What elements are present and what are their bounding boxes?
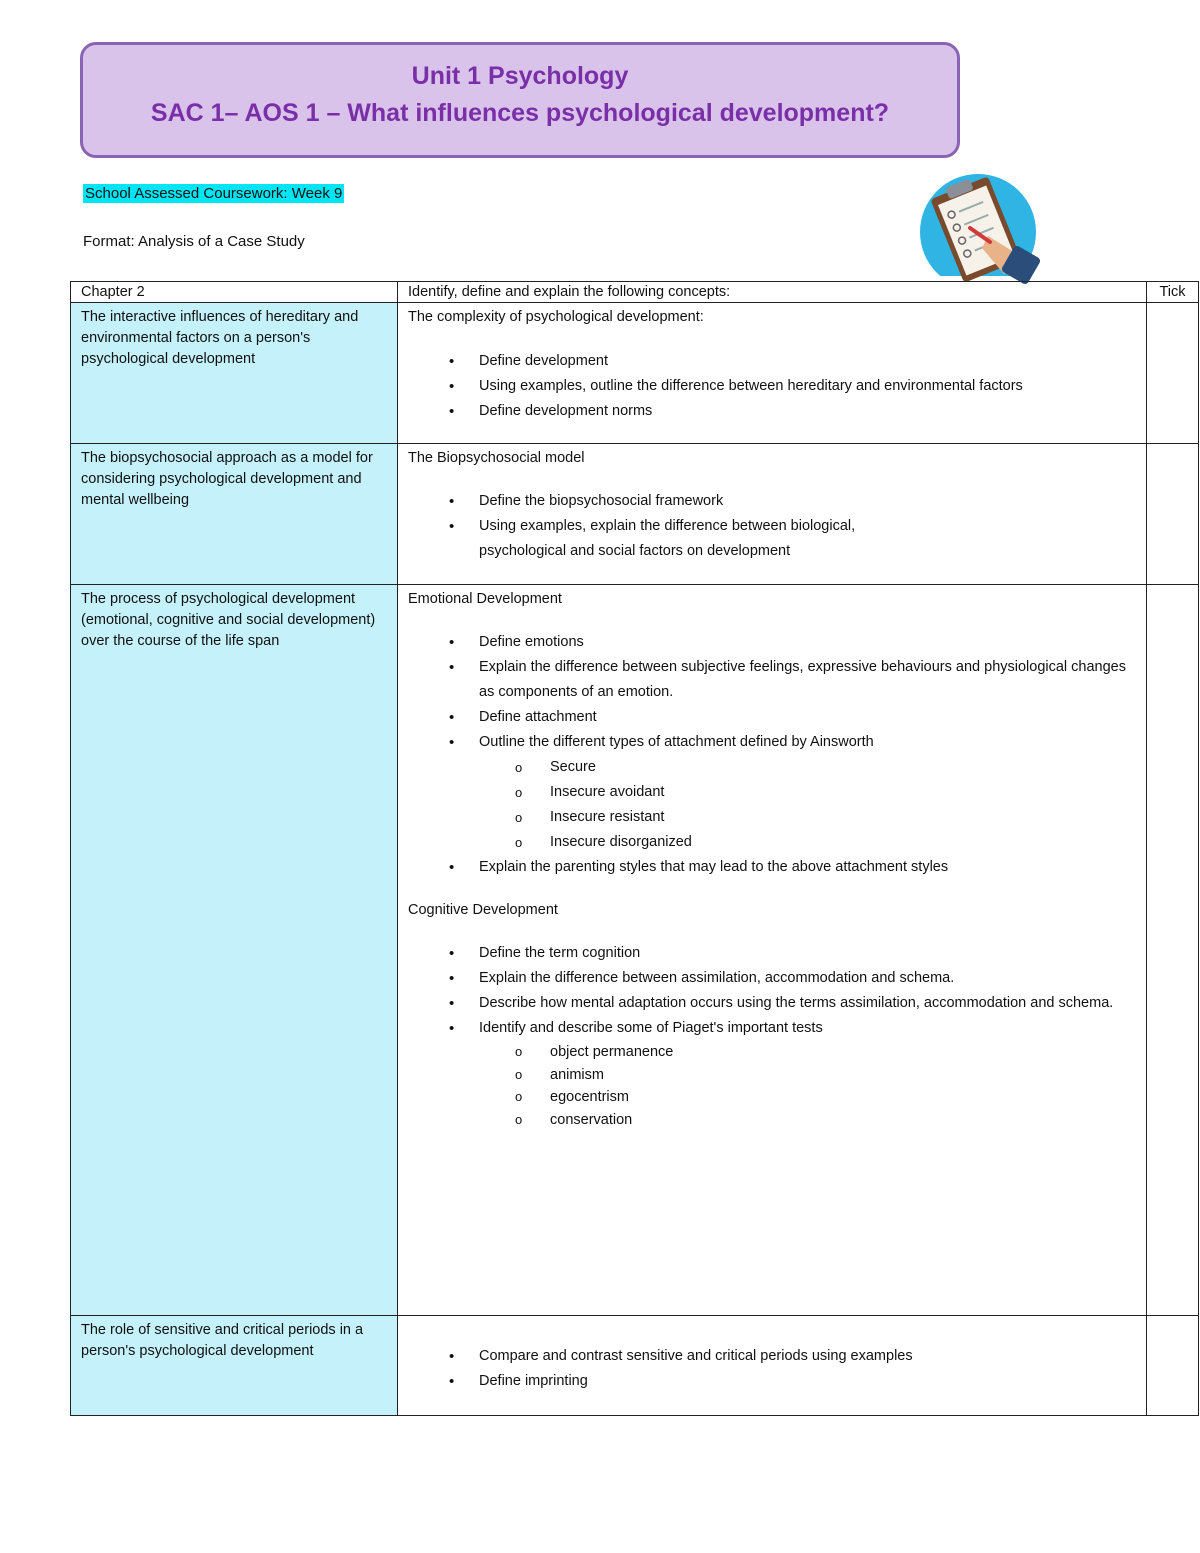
- list-item: o Insecure avoidant: [408, 780, 1136, 805]
- header-concepts: Identify, define and explain the following concepts:: [398, 282, 1147, 303]
- list-item: • Explain the difference between assimilation, accommodation and schema.: [408, 966, 1136, 991]
- list-item: • Define the term cognition: [408, 941, 1136, 966]
- clipboard-checklist-icon: [910, 170, 1042, 298]
- list-item: • Define imprinting: [408, 1369, 1136, 1394]
- sac-title: SAC 1– AOS 1 – What influences psychological development?: [150, 99, 890, 127]
- table-header-row: [71, 282, 1199, 303]
- tick-cell[interactable]: [1147, 444, 1199, 585]
- tick-cell[interactable]: [1147, 303, 1199, 444]
- list-item: • Define attachment: [408, 705, 1136, 730]
- title-box: [80, 42, 960, 158]
- list-item: • Define the biopsychosocial framework: [408, 489, 1136, 514]
- row-concepts: [398, 303, 1147, 444]
- row-topic: The interactive influences of hereditary and environmental factors on a person's psychological development: [71, 303, 398, 444]
- row-topic: The biopsychosocial approach as a model for considering psychological development and mental wellbeing: [71, 444, 398, 585]
- table-row: [71, 444, 1199, 585]
- section-title: Emotional Development: [408, 591, 562, 607]
- table-row: [71, 585, 1199, 1316]
- sac-week-label: School Assessed Coursework: Week 9: [85, 185, 343, 202]
- header-chapter: Chapter 2: [71, 282, 398, 303]
- row-concepts: [398, 1316, 1147, 1416]
- list-item: • Define development norms: [408, 399, 1136, 424]
- list-item: o egocentrism: [408, 1086, 1136, 1109]
- format-label: Format: Analysis of a Case Study: [83, 233, 305, 250]
- list-item: • Explain the parenting styles that may lead to the above attachment styles: [408, 855, 1136, 880]
- list-item: • Outline the different types of attachment defined by Ainsworth: [408, 730, 1136, 755]
- list-item: • Define emotions: [408, 630, 1136, 655]
- row-topic: The role of sensitive and critical periods in a person's psychological development: [71, 1316, 398, 1416]
- list-item: o Secure: [408, 755, 1136, 780]
- tick-cell[interactable]: [1147, 585, 1199, 1316]
- header-tick: Tick: [1147, 282, 1199, 303]
- list-item: • Using examples, explain the difference between biological, psychological and social factors on development: [408, 514, 1136, 564]
- list-item: • Compare and contrast sensitive and critical periods using examples: [408, 1344, 1136, 1369]
- tick-cell[interactable]: [1147, 1316, 1199, 1416]
- section-title: Cognitive Development: [408, 902, 558, 918]
- section-title: The complexity of psychological development:: [408, 309, 704, 325]
- row-concepts: [398, 585, 1147, 1316]
- row-concepts: [398, 444, 1147, 585]
- list-item: o Insecure resistant: [408, 805, 1136, 830]
- row-topic: The process of psychological development (emotional, cognitive and social development) over the course of the life span: [71, 585, 398, 1316]
- table-row: [71, 1316, 1199, 1416]
- list-item: • Define development: [408, 349, 1136, 374]
- list-item: o animism: [408, 1064, 1136, 1087]
- list-item: • Explain the difference between subjective feelings, expressive behaviours and physiological changes as components of an emotion.: [408, 655, 1136, 705]
- list-item: o object permanence: [408, 1041, 1136, 1064]
- list-item: • Using examples, outline the difference between hereditary and environmental factors: [408, 374, 1136, 399]
- table-row: [71, 303, 1199, 444]
- concepts-table: [70, 281, 1199, 1416]
- list-item: o Insecure disorganized: [408, 830, 1136, 855]
- list-item: • Describe how mental adaptation occurs using the terms assimilation, accommodation and schema.: [408, 991, 1136, 1016]
- list-item: • Identify and describe some of Piaget's important tests: [408, 1016, 1136, 1041]
- list-item: o conservation: [408, 1109, 1136, 1132]
- unit-title: Unit 1 Psychology: [411, 62, 629, 90]
- section-title: The Biopsychosocial model: [408, 450, 585, 466]
